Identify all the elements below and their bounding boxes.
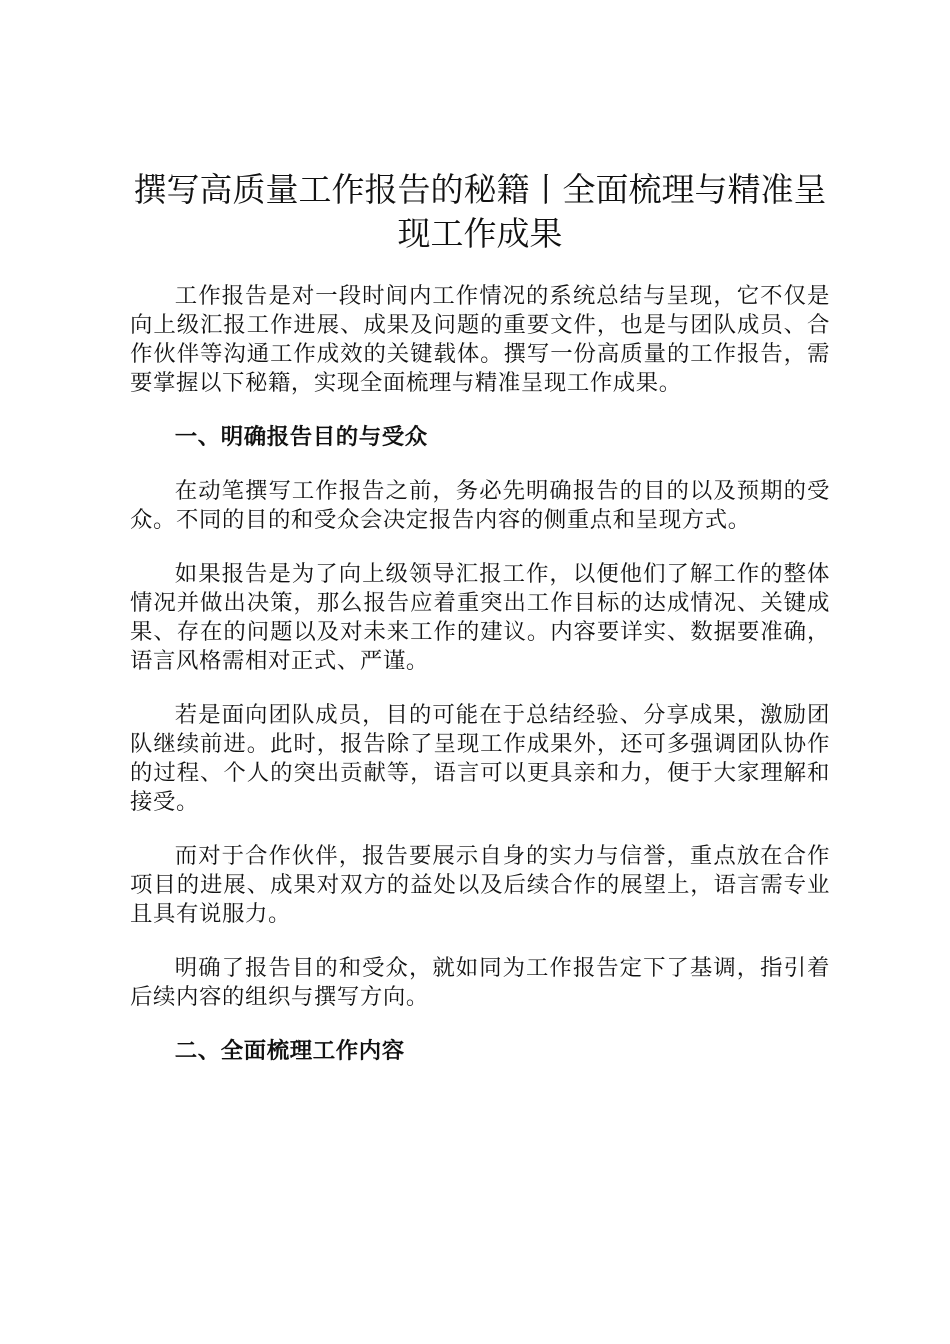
- document-body: [130, 282, 830, 1066]
- document-title: 撰写高质量工作报告的秘籍丨全面梳理与精准呈现工作成果: [133, 170, 827, 253]
- section1-paragraph-1: 在动笔撰写工作报告之前，务必先明确报告的目的以及预期的受众。不同的目的和受众会决定报告内容的侧重点和呈现方式。: [130, 478, 830, 533]
- section-heading-2: 二、全面梳理工作内容: [174, 1038, 405, 1064]
- section1-paragraph-3: 若是面向团队成员，目的可能在于总结经验、分享成果，激励团队继续前进。此时，报告除了呈现工作成果外，还可多强调团队协作的过程、个人的突出贡献等，语言可以更具亲和力，便于大家理解和接受。: [130, 702, 830, 815]
- section1-paragraph-2: 如果报告是为了向上级领导汇报工作，以便他们了解工作的整体情况并做出决策，那么报告应着重突出工作目标的达成情况、关键成果、存在的问题以及对未来工作的建议。内容要详实、数据要准确，语言风格需相对正式、严谨。: [130, 561, 830, 674]
- section1-paragraph-4: 而对于合作伙伴，报告要展示自身的实力与信誉，重点放在合作项目的进展、成果对双方的益处以及后续合作的展望上，语言需专业且具有说服力。: [130, 843, 830, 927]
- document-page: [130, 168, 830, 1066]
- section-heading-1: 一、明确报告目的与受众: [174, 424, 428, 450]
- intro-paragraph: 工作报告是对一段时间内工作情况的系统总结与呈现，它不仅是向上级汇报工作进展、成果及问题的重要文件，也是与团队成员、合作伙伴等沟通工作成效的关键载体。撰写一份高质量的工作报告，需要掌握以下秘籍，实现全面梳理与精准呈现工作成果。: [130, 283, 830, 396]
- section1-paragraph-5: 明确了报告目的和受众，就如同为工作报告定下了基调，指引着后续内容的组织与撰写方向。: [130, 955, 830, 1010]
